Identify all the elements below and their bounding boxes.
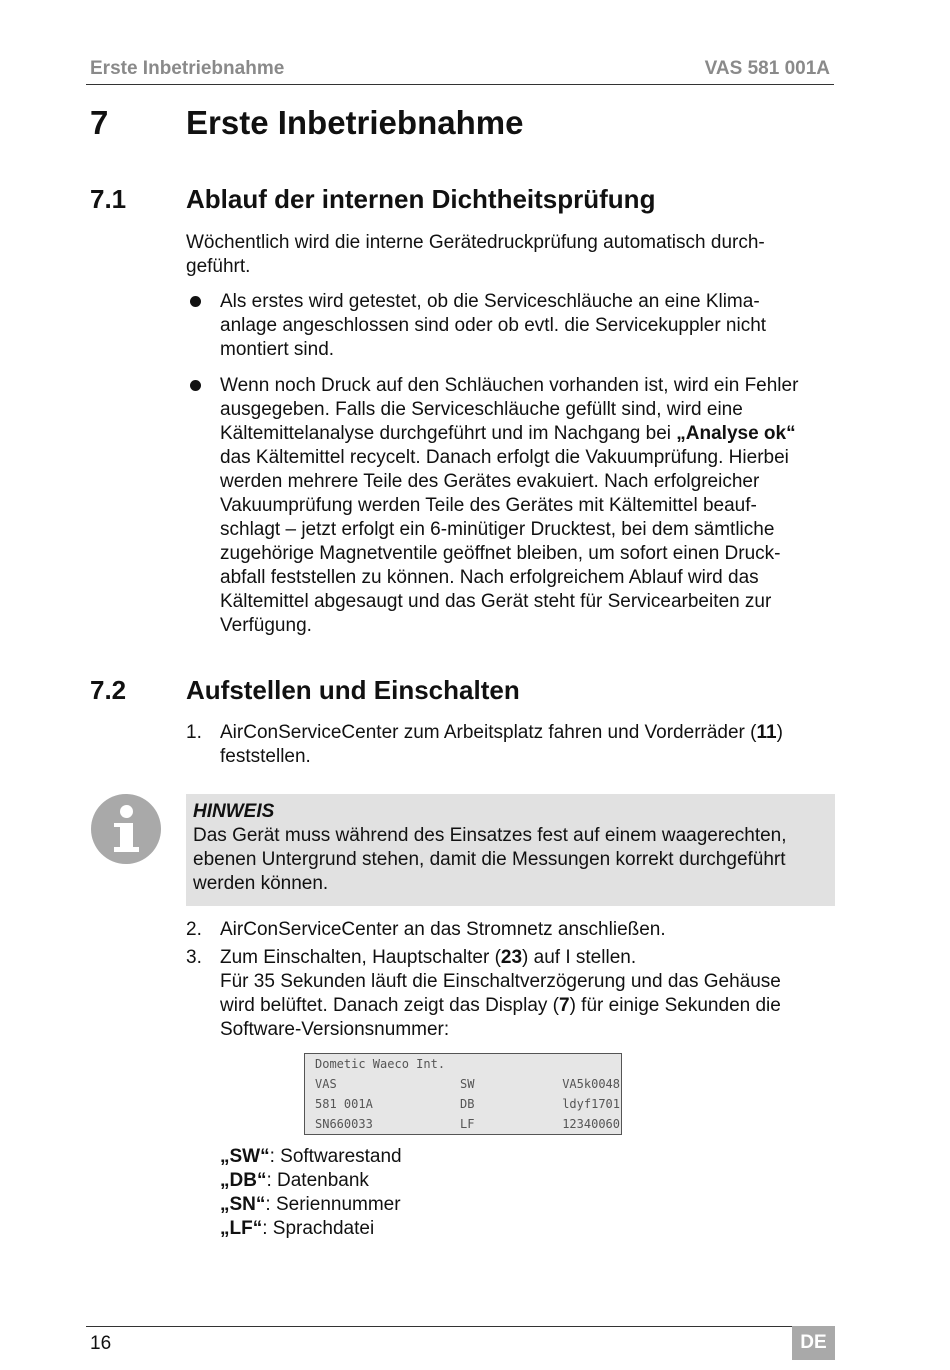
section-number-7-2: 7.2 [90, 675, 127, 705]
display-cell: ldyf1701 [562, 1097, 620, 1111]
lcd-display [304, 1053, 622, 1135]
note-box [186, 794, 835, 906]
legend-key: „SN“ [220, 1194, 266, 1215]
bullet-item-2 [220, 374, 835, 638]
section-intro: Wöchentlich wird die interne Gerätedruckprüfung automatisch durch- geführt. [186, 232, 765, 277]
info-icon [91, 794, 161, 864]
header-divider [86, 84, 834, 85]
step-3-sub-pre: Für 35 Sekunden läuft die Einschaltverzögerung und das Gehäuse wird belüftet. Danach zeigt das Display ( [220, 971, 781, 1016]
step-1-ref: 11 [756, 722, 777, 743]
legend-key: „LF“ [220, 1218, 263, 1239]
bullet-dot [190, 380, 201, 391]
step-3-text [220, 946, 835, 1042]
language-badge: DE [792, 1326, 835, 1360]
legend-key: „SW“ [220, 1146, 270, 1167]
info-icon-stem [120, 823, 133, 850]
step-1-pre: AirConServiceCenter zum Arbeitsplatz fahren und Vorderräder ( [220, 722, 757, 743]
step-3-ref: 23 [500, 947, 523, 968]
info-icon-base [114, 847, 139, 852]
display-cell: 12340060 [562, 1117, 620, 1131]
display-row [305, 1074, 621, 1094]
chapter-number: 7 [90, 104, 109, 141]
legend-value: : Datenbank [266, 1170, 369, 1191]
step-3-sub-post: ) für einige Sekunden die Software-Versionsnummer: [220, 995, 781, 1040]
step-3-sub-ref: 7 [559, 995, 570, 1016]
bullet-item-2-bold: „Analyse ok“ [676, 423, 796, 444]
legend-item [220, 1217, 402, 1241]
display-row [305, 1094, 621, 1114]
display-cell: VAS [315, 1077, 337, 1091]
info-icon-dot [120, 805, 133, 818]
bullet-item-2-rest: das Kältemittel recycelt. Danach erfolgt die Vakuumprüfung. Hierbei werden mehrere Teile des Gerätes evakuiert. Nach erfolgreicher Vakuumprüfung werden Teile des Gerätes mit Kältemittel beauf- schlagt – jetzt erfolgt ein 6-minütiger Drucktest, bei dem sämtliche zugehörige Magnetventile geöffnet bleiben, um sofort einen Druck- abfall feststellen zu können. Nach erfolgreichem Ablauf wird das Kältemittel abgesaugt und das Gerät steht für Servicearbeiten zur Verfügung. [220, 447, 789, 636]
note-title: HINWEIS [193, 801, 275, 822]
display-line-1 [305, 1054, 621, 1074]
legend-item [220, 1145, 402, 1169]
step-3-main [220, 946, 835, 970]
step-1-post: ) feststellen. [220, 722, 783, 767]
bullet-dot [190, 296, 201, 307]
display-cell: 581 001A [315, 1097, 373, 1111]
display-cell: SW [460, 1077, 475, 1091]
legend-item [220, 1193, 402, 1217]
legend-value: : Softwarestand [269, 1146, 402, 1167]
step-3-sub [220, 970, 835, 1042]
step-number: 3. [186, 947, 202, 968]
display-cell: VA5k0048 [562, 1077, 620, 1091]
display-cell: DB [460, 1097, 475, 1111]
display-cell: SN660033 [315, 1117, 373, 1131]
step-number: 1. [186, 722, 202, 743]
legend-key: „DB“ [220, 1170, 267, 1191]
display-cell: LF [460, 1117, 475, 1131]
legend-item [220, 1169, 402, 1193]
page-number: 16 [90, 1333, 112, 1354]
step-1-text [220, 721, 835, 769]
bullet-item-1: Als erstes wird getestet, ob die Serviceschläuche an eine Klima- anlage angeschlossen sind oder ob evtl. die Servicekuppler nicht montiert sind. [220, 291, 767, 360]
step-2-text: AirConServiceCenter an das Stromnetz anschließen. [220, 919, 666, 940]
display-row [305, 1114, 621, 1134]
section-title-7-2: Aufstellen und Einschalten [186, 675, 520, 705]
note-text: Das Gerät muss während des Einsatzes fest auf einem waagerechten, ebenen Untergrund stehen, damit die Messungen korrekt durchgeführt werden können. [193, 825, 787, 894]
section-number-7-1: 7.1 [90, 184, 127, 214]
step-3-pre: Zum Einschalten, Hauptschalter ( [220, 947, 501, 968]
running-header-right: VAS 581 001A [704, 58, 830, 79]
running-header-left: Erste Inbetriebnahme [90, 58, 285, 79]
legend-list [220, 1145, 402, 1241]
section-title-7-1: Ablauf der internen Dichtheitsprüfung [186, 184, 656, 214]
chapter-title: Erste Inbetriebnahme [186, 104, 524, 141]
step-3-post: ) auf I stellen. [522, 947, 637, 968]
legend-value: : Seriennummer [265, 1194, 401, 1215]
bullet-item-2-text: Wenn noch Druck auf den Schläuchen vorhanden ist, wird ein Fehler ausgegeben. Falls die Serviceschläuche gefüllt sind, wird eine Kältemittelanalyse durchgeführt und im Nachgang bei [220, 375, 799, 444]
legend-value: : Sprachdatei [262, 1218, 375, 1239]
display-brand: Dometic Waeco Int. [315, 1057, 446, 1071]
step-number: 2. [186, 919, 202, 940]
footer-divider [86, 1326, 834, 1327]
